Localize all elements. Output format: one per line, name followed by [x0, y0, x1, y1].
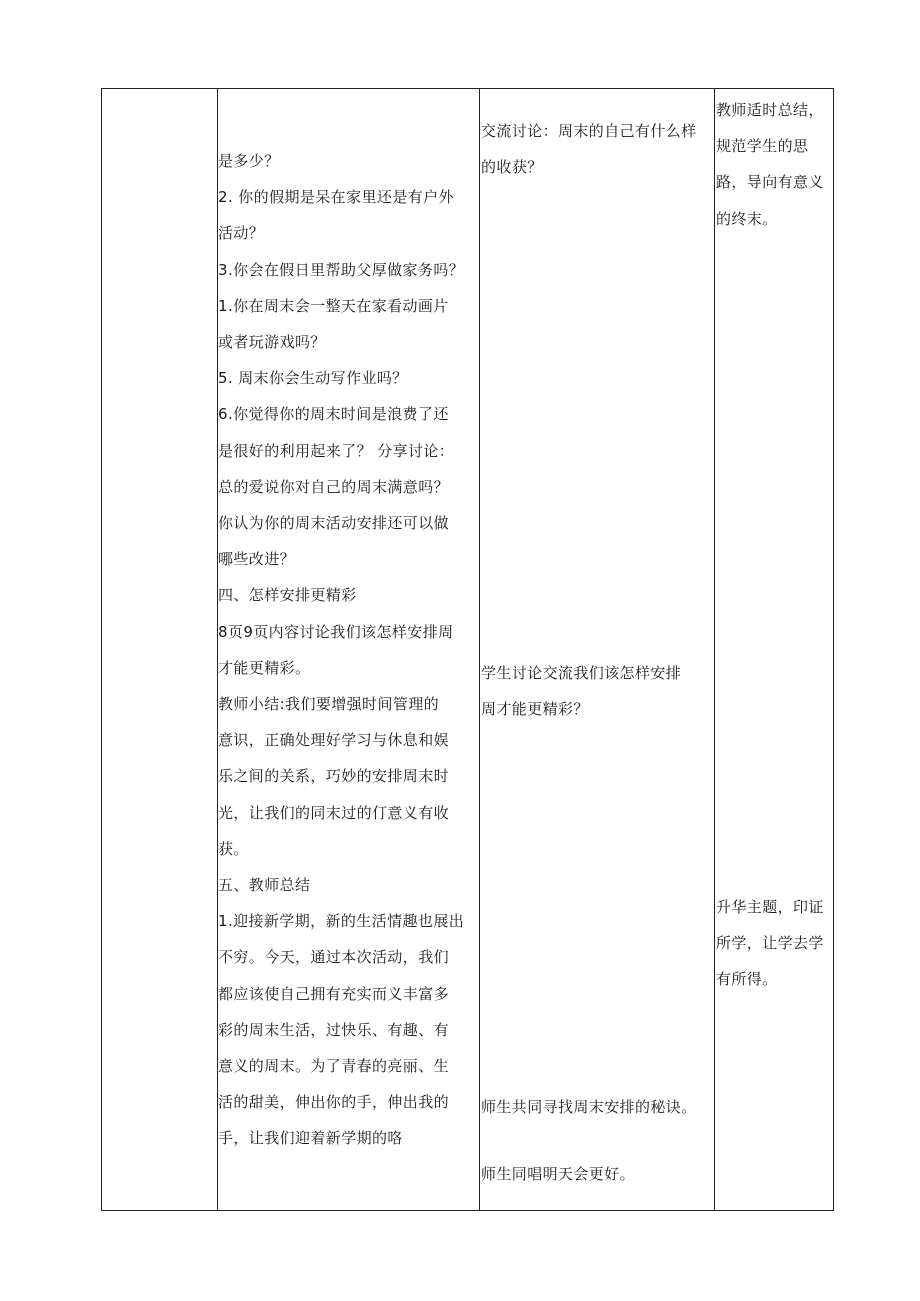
procedure-line: 光，让我们的同末过的仃意义有收 [218, 803, 450, 822]
procedure-line: 哪些改进？ [218, 550, 296, 569]
student-activity-block [481, 1156, 715, 1192]
procedure-line: 是很好的利用起来了？ 分享讨论： [218, 441, 455, 460]
procedure-line: 8页9页内容讨论我们该怎样安排周 [218, 622, 454, 641]
procedure-line: 5. 周末你会生动写作业吗？ [218, 369, 408, 388]
procedure-line: 3.你会在假日里帮助父厚做家务吗？ [218, 260, 465, 279]
intent-line: 路，导向有意义 [716, 173, 824, 192]
section-cell [102, 89, 216, 1210]
procedure-line: 6.你觉得你的周末时间是浪费了还 [218, 405, 449, 424]
activity-line: 周才能更精彩？ [481, 700, 589, 719]
intent-line: 规范学生的思 [716, 137, 809, 156]
column-divider [714, 89, 715, 1210]
procedure-line: 彩的周末生活，过快乐、有趣、有 [218, 1020, 450, 1039]
procedure-line: 或者玩游戏吗？ [218, 333, 326, 352]
section-heading: 五、教师总结 [218, 876, 311, 895]
intent-line: 的终末。 [716, 209, 778, 228]
procedure-line: 获。 [218, 839, 249, 858]
procedure-line: 1.你在周末会一整天在家看动画片 [218, 296, 449, 315]
intent-line: 所学，让学去学 [716, 934, 824, 953]
activity-line: 师生共同寻找周末安排的秘诀。 [481, 1098, 697, 1116]
intent-line: 有所得。 [716, 970, 778, 989]
procedure-line: 2. 你的假期是呆在家里还是有户外 [218, 188, 454, 207]
activity-line: 交流讨论：周末的自己有什么样 [481, 122, 697, 140]
teaching-procedure-cell [218, 143, 480, 1157]
procedure-line: 教师小结:我们要增强时间管理的 [218, 695, 440, 714]
student-activity-block [481, 113, 715, 185]
procedure-line: 才能更精彩。 [218, 658, 311, 677]
procedure-line: 都应该使自己拥有充实而义丰富多 [218, 984, 450, 1003]
activity-line: 的收获？ [481, 158, 543, 177]
procedure-line: 活的甜美，伸出你的手，伸出我的 [218, 1093, 450, 1112]
procedure-line: 你认为你的周末活动安排还可以做 [218, 514, 450, 533]
activity-line: 学生讨论交流我们该怎样安排 [481, 664, 682, 682]
student-activity-block [481, 655, 715, 727]
intent-line: 升华主题，印证 [716, 898, 824, 916]
procedure-line: 意识，正确处理好学习与休息和娱 [218, 731, 450, 750]
procedure-line: 意义的周末。为了青春的亮丽、生 [218, 1057, 450, 1076]
design-intent-block [716, 92, 834, 237]
student-activity-block [481, 1089, 715, 1125]
section-heading: 四、怎样安排更精彩 [218, 586, 357, 605]
procedure-line: 1.迎接新学期，新的生活情趣也展出 [218, 912, 465, 931]
procedure-line: 总的爱说你对自己的周末满意吗？ [218, 477, 450, 496]
intent-line: 教师适时总结， [716, 101, 824, 119]
procedure-line: 乐之间的关系，巧妙的安排周末时 [218, 767, 450, 786]
procedure-line: 是多少？ [218, 152, 280, 170]
design-intent-block [716, 889, 834, 998]
procedure-line: 活动？ [218, 224, 265, 243]
lesson-plan-table [101, 88, 834, 1211]
procedure-line: 不穷。今天，通过本次活动，我们 [218, 948, 450, 967]
procedure-line: 手，让我们迎着新学期的咯 [218, 1129, 403, 1148]
activity-line: 师生同唱明天会更好。 [481, 1165, 636, 1183]
